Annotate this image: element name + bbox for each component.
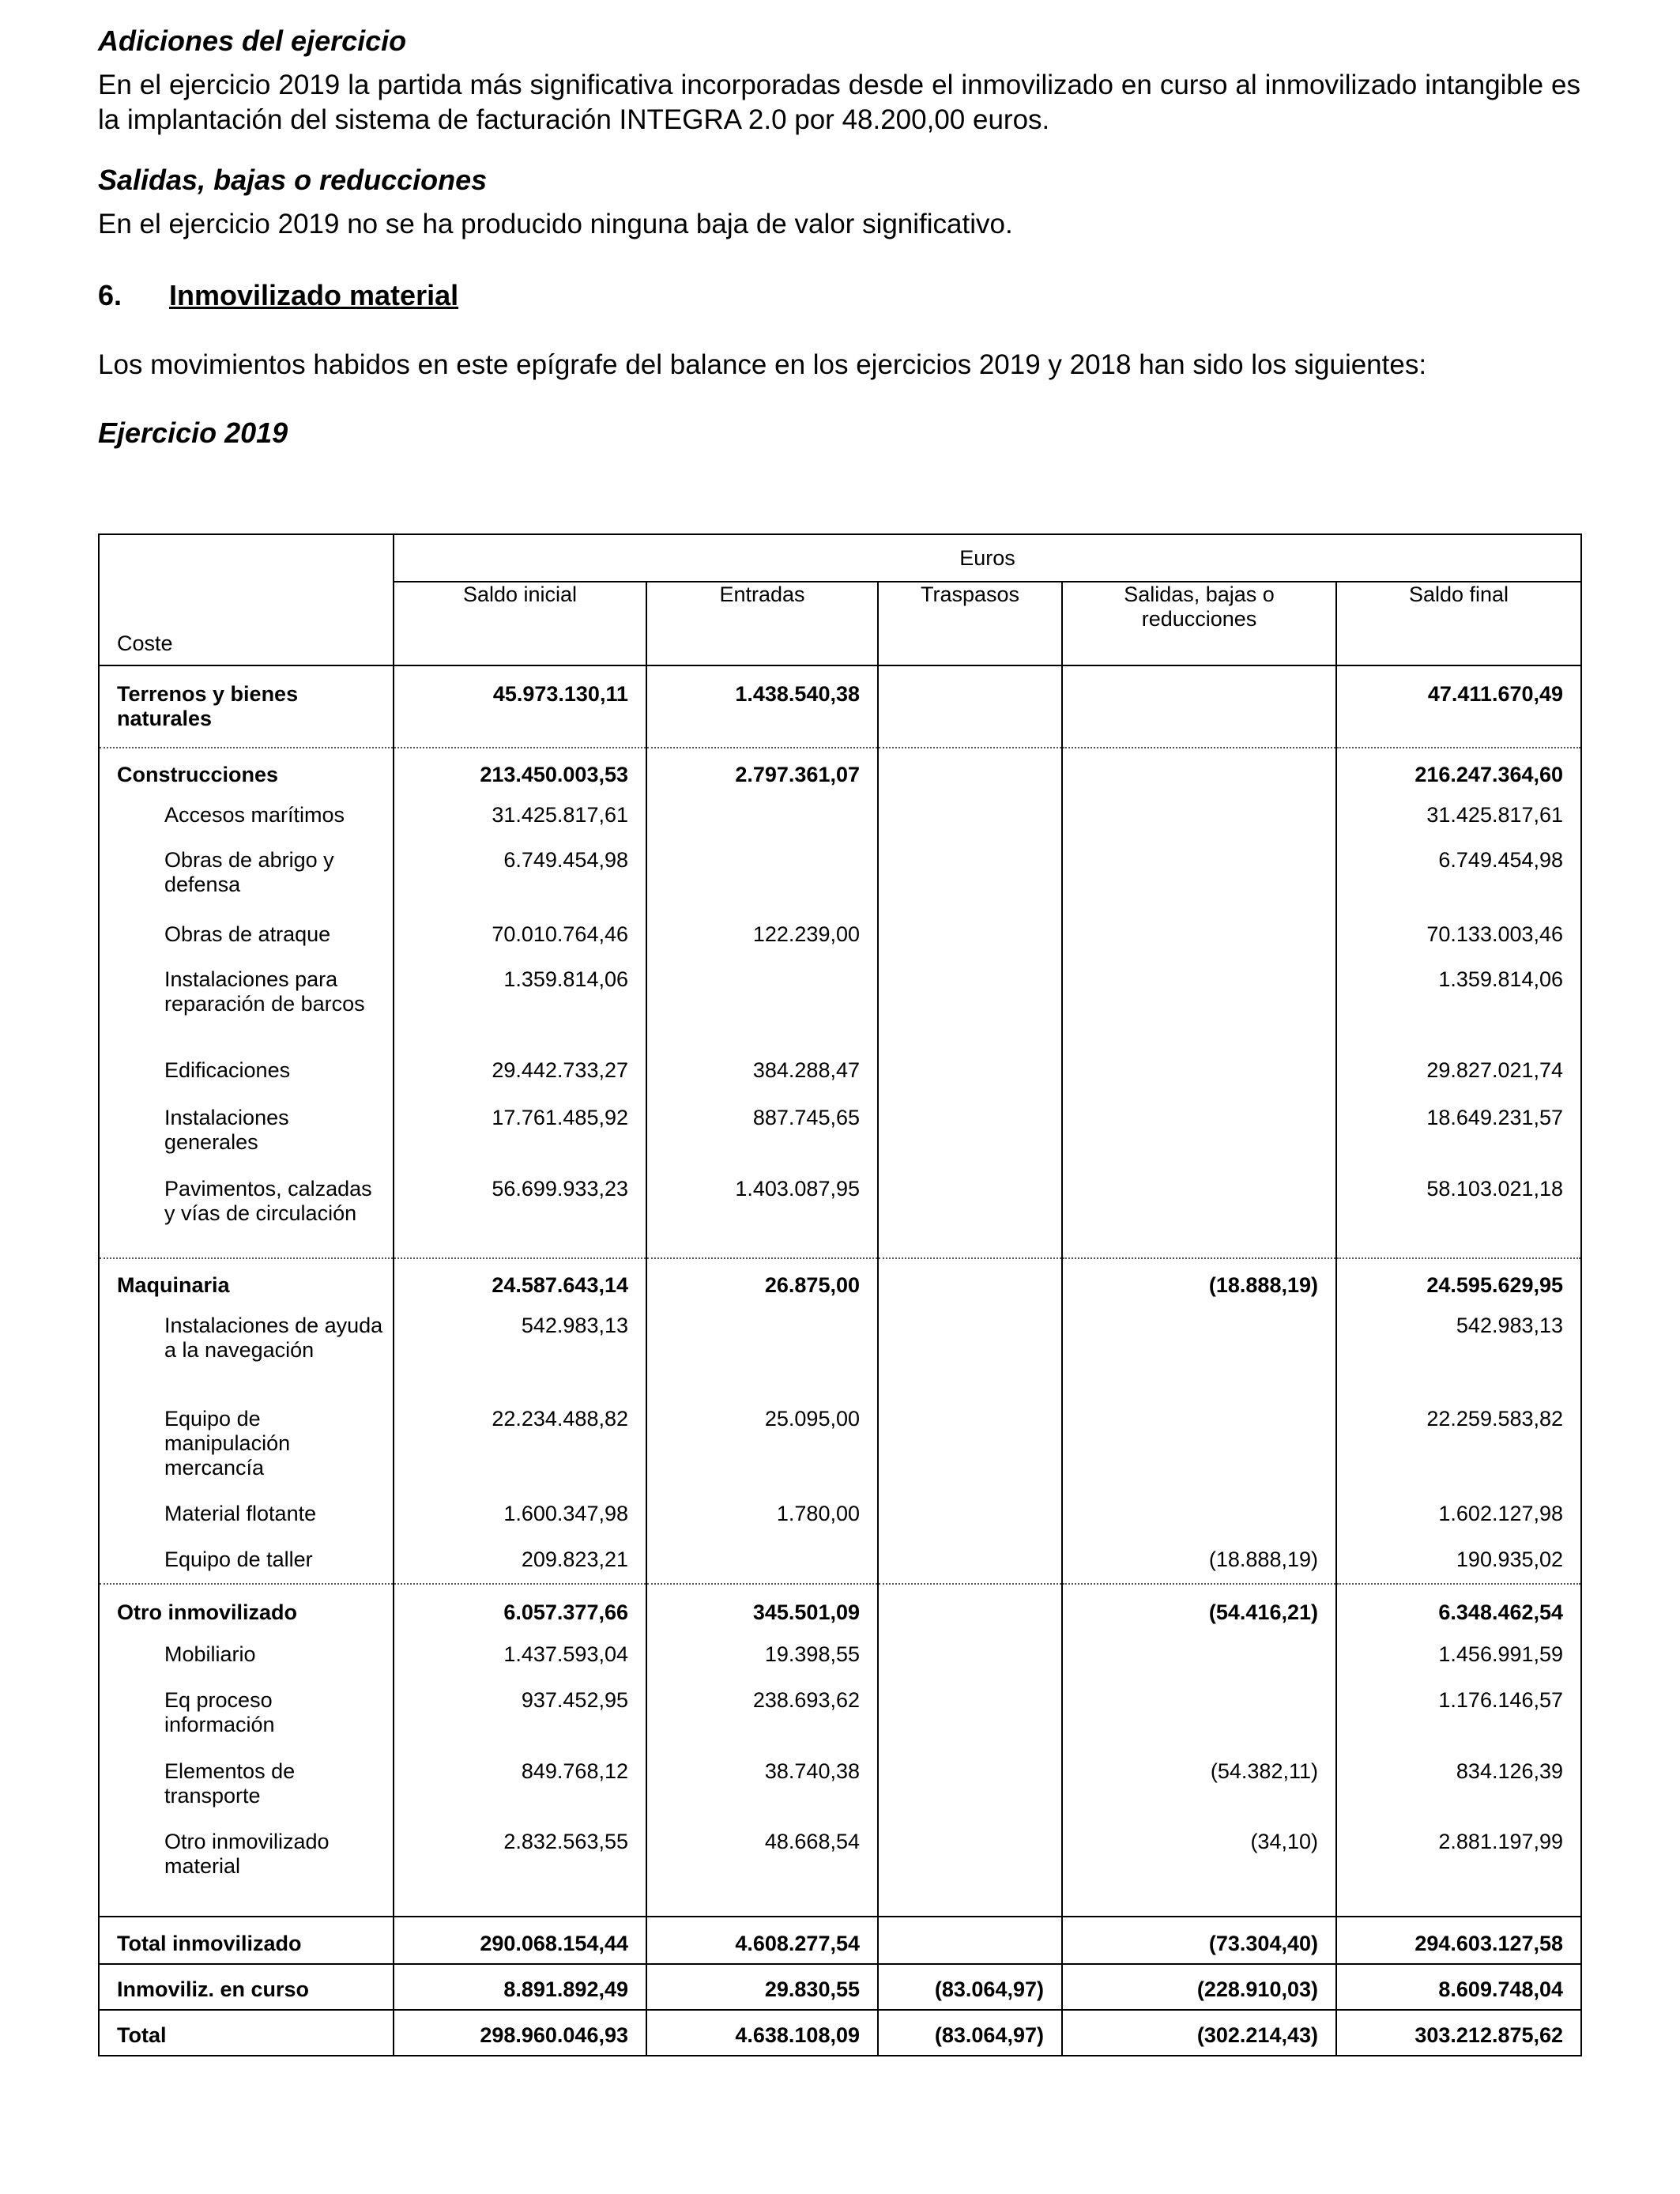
- document-page: [98, 24, 1580, 450]
- cell-saldo-final: 294.603.127,58: [1336, 1917, 1581, 1964]
- section-intro: Los movimientos habidos en este epígrafe del balance en los ejercicios 2019 y 2018 han sido los siguientes:: [98, 349, 1427, 380]
- cell-entradas: [646, 956, 878, 1047]
- cell-traspasos: [878, 1396, 1062, 1491]
- cell-saldo-inicial: 298.960.046,93: [394, 2010, 646, 2056]
- cell-entradas: [646, 1536, 878, 1584]
- cell-saldo-inicial: 1.359.814,06: [394, 956, 646, 1047]
- table-row: [99, 1302, 1581, 1396]
- cell-saldo-final: 190.935,02: [1336, 1536, 1581, 1584]
- cell-saldo-final: 542.983,13: [1336, 1302, 1581, 1396]
- table-row: [99, 665, 1581, 748]
- table-row: [99, 956, 1581, 1047]
- header-saldo-final: Saldo final: [1336, 582, 1581, 665]
- table-row: [99, 1584, 1581, 1631]
- cell-saldo-inicial: 56.699.933,23: [394, 1166, 646, 1258]
- cell-saldo-final: 1.176.146,57: [1336, 1677, 1581, 1748]
- table-row: [99, 837, 1581, 911]
- cell-salidas: [1062, 792, 1336, 837]
- table-row: [99, 1047, 1581, 1095]
- cell-entradas: 1.780,00: [646, 1491, 878, 1536]
- cell-saldo-inicial: 290.068.154,44: [394, 1917, 646, 1964]
- cell-saldo-inicial: 6.749.454,98: [394, 837, 646, 911]
- row-label: Mobiliario: [99, 1631, 394, 1677]
- cell-entradas: 238.693,62: [646, 1677, 878, 1748]
- row-label: Accesos marítimos: [99, 792, 394, 837]
- row-label: Instalaciones generales: [99, 1095, 394, 1166]
- cell-saldo-inicial: 45.973.130,11: [394, 665, 646, 748]
- cell-salidas: [1062, 1396, 1336, 1491]
- table-row: [99, 1166, 1581, 1258]
- cell-traspasos: [878, 748, 1062, 792]
- cell-salidas: [1062, 1302, 1336, 1396]
- cell-saldo-final: 303.212.875,62: [1336, 2010, 1581, 2056]
- cell-salidas: [1062, 1677, 1336, 1748]
- table-row: [99, 1819, 1581, 1917]
- cell-entradas: [646, 837, 878, 911]
- row-label: Instalaciones de ayuda a la navegación: [99, 1302, 394, 1396]
- cell-saldo-inicial: 6.057.377,66: [394, 1584, 646, 1631]
- cell-saldo-final: 8.609.748,04: [1336, 1964, 1581, 2010]
- cell-salidas: (73.304,40): [1062, 1917, 1336, 1964]
- header-coste-cell: [99, 534, 394, 665]
- cell-salidas: [1062, 956, 1336, 1047]
- row-label: Otro inmovilizado material: [99, 1819, 394, 1917]
- row-label: Edificaciones: [99, 1047, 394, 1095]
- header-coste: Coste: [117, 631, 173, 655]
- cell-salidas: [1062, 1631, 1336, 1677]
- cell-traspasos: [878, 1095, 1062, 1166]
- cell-entradas: 25.095,00: [646, 1396, 878, 1491]
- cell-saldo-inicial: 24.587.643,14: [394, 1258, 646, 1302]
- cell-entradas: 345.501,09: [646, 1584, 878, 1631]
- row-label: Eq proceso información: [99, 1677, 394, 1748]
- cell-saldo-final: 70.133.003,46: [1336, 911, 1581, 956]
- table-row: [99, 1396, 1581, 1491]
- cell-traspasos: [878, 1258, 1062, 1302]
- cell-traspasos: [878, 792, 1062, 837]
- row-label: Pavimentos, calzadas y vías de circulación: [99, 1166, 394, 1258]
- row-label: Otro inmovilizado: [99, 1584, 394, 1631]
- row-label: Elementos de transporte: [99, 1748, 394, 1819]
- cell-saldo-inicial: 8.891.892,49: [394, 1964, 646, 2010]
- salidas-paragraph: En el ejercicio 2019 no se ha producido ninguna baja de valor significativo.: [98, 209, 1013, 239]
- movements-table: [98, 533, 1582, 2056]
- cell-entradas: 2.797.361,07: [646, 748, 878, 792]
- table-row: [99, 1258, 1581, 1302]
- exercise-subtitle: Ejercicio 2019: [98, 417, 288, 449]
- cell-traspasos: [878, 1631, 1062, 1677]
- cell-traspasos: (83.064,97): [878, 2010, 1062, 2056]
- cell-entradas: 384.288,47: [646, 1047, 878, 1095]
- cell-salidas: (54.416,21): [1062, 1584, 1336, 1631]
- cell-traspasos: [878, 1748, 1062, 1819]
- cell-traspasos: [878, 1166, 1062, 1258]
- header-row-euros: [99, 534, 1581, 582]
- row-label: Terrenos y bienes naturales: [99, 665, 394, 748]
- cell-salidas: [1062, 748, 1336, 792]
- row-label: Total: [99, 2010, 394, 2056]
- row-label: Equipo de manipulación mercancía: [99, 1396, 394, 1491]
- table-row: [99, 1095, 1581, 1166]
- header-saldo-inicial: Saldo inicial: [394, 582, 646, 665]
- cell-traspasos: [878, 956, 1062, 1047]
- table-row: [99, 1631, 1581, 1677]
- cell-traspasos: [878, 1047, 1062, 1095]
- cell-entradas: 38.740,38: [646, 1748, 878, 1819]
- table-row: [99, 1536, 1581, 1584]
- cell-saldo-inicial: 937.452,95: [394, 1677, 646, 1748]
- cell-saldo-final: 1.602.127,98: [1336, 1491, 1581, 1536]
- cell-saldo-inicial: 1.437.593,04: [394, 1631, 646, 1677]
- cell-salidas: [1062, 837, 1336, 911]
- cell-entradas: 29.830,55: [646, 1964, 878, 2010]
- table-row: [99, 1677, 1581, 1748]
- cell-saldo-final: 29.827.021,74: [1336, 1047, 1581, 1095]
- cell-salidas: (54.382,11): [1062, 1748, 1336, 1819]
- table-row: [99, 1917, 1581, 1964]
- row-label: Obras de abrigo y defensa: [99, 837, 394, 911]
- table-row: [99, 748, 1581, 792]
- cell-entradas: 122.239,00: [646, 911, 878, 956]
- cell-entradas: [646, 1302, 878, 1396]
- cell-salidas: [1062, 1491, 1336, 1536]
- cell-entradas: [646, 792, 878, 837]
- table-row: [99, 911, 1581, 956]
- cell-salidas: (228.910,03): [1062, 1964, 1336, 2010]
- cell-salidas: [1062, 1095, 1336, 1166]
- row-label: Inmoviliz. en curso: [99, 1964, 394, 2010]
- salidas-heading: Salidas, bajas o reducciones: [98, 164, 488, 196]
- cell-saldo-final: 834.126,39: [1336, 1748, 1581, 1819]
- cell-saldo-final: 216.247.364,60: [1336, 748, 1581, 792]
- cell-traspasos: [878, 1536, 1062, 1584]
- row-label: Equipo de taller: [99, 1536, 394, 1584]
- table-row: [99, 1964, 1581, 2010]
- cell-traspasos: [878, 1302, 1062, 1396]
- cell-saldo-inicial: 29.442.733,27: [394, 1047, 646, 1095]
- cell-entradas: 1.438.540,38: [646, 665, 878, 748]
- cell-saldo-inicial: 17.761.485,92: [394, 1095, 646, 1166]
- cell-salidas: [1062, 665, 1336, 748]
- adiciones-heading: Adiciones del ejercicio: [98, 25, 407, 57]
- cell-traspasos: [878, 911, 1062, 956]
- cell-entradas: 48.668,54: [646, 1819, 878, 1917]
- cell-traspasos: [878, 1677, 1062, 1748]
- row-label: Maquinaria: [99, 1258, 394, 1302]
- cell-saldo-final: 47.411.670,49: [1336, 665, 1581, 748]
- cell-saldo-final: 58.103.021,18: [1336, 1166, 1581, 1258]
- header-entradas: Entradas: [646, 582, 878, 665]
- cell-saldo-inicial: 22.234.488,82: [394, 1396, 646, 1491]
- cell-saldo-inicial: 542.983,13: [394, 1302, 646, 1396]
- cell-traspasos: [878, 1819, 1062, 1917]
- cell-saldo-final: 6.749.454,98: [1336, 837, 1581, 911]
- header-traspasos: Traspasos: [878, 582, 1062, 665]
- cell-traspasos: (83.064,97): [878, 1964, 1062, 2010]
- cell-salidas: (18.888,19): [1062, 1536, 1336, 1584]
- adiciones-paragraph: En el ejercicio 2019 la partida más significativa incorporadas desde el inmovilizado en curso al inmovilizado intangible es la implantación del sistema de facturación INTEGRA 2.0 por 48.200,00 euros.: [98, 70, 1580, 135]
- cell-saldo-inicial: 213.450.003,53: [394, 748, 646, 792]
- cell-salidas: (18.888,19): [1062, 1258, 1336, 1302]
- cell-salidas: [1062, 1166, 1336, 1258]
- cell-saldo-inicial: 70.010.764,46: [394, 911, 646, 956]
- section-title: [98, 278, 1580, 313]
- table-body: [99, 665, 1581, 2056]
- cell-traspasos: [878, 1584, 1062, 1631]
- table-row: [99, 792, 1581, 837]
- section-number: 6.: [98, 279, 122, 311]
- cell-salidas: [1062, 911, 1336, 956]
- cell-saldo-final: 1.359.814,06: [1336, 956, 1581, 1047]
- cell-saldo-inicial: 31.425.817,61: [394, 792, 646, 837]
- cell-saldo-inicial: 2.832.563,55: [394, 1819, 646, 1917]
- cell-saldo-final: 22.259.583,82: [1336, 1396, 1581, 1491]
- cell-saldo-inicial: 209.823,21: [394, 1536, 646, 1584]
- row-label: Construcciones: [99, 748, 394, 792]
- cell-entradas: 19.398,55: [646, 1631, 878, 1677]
- section-title-text: Inmovilizado material: [169, 279, 459, 311]
- cell-entradas: 1.403.087,95: [646, 1166, 878, 1258]
- cell-saldo-final: 6.348.462,54: [1336, 1584, 1581, 1631]
- cell-traspasos: [878, 1491, 1062, 1536]
- cell-traspasos: [878, 665, 1062, 748]
- cell-entradas: 4.638.108,09: [646, 2010, 878, 2056]
- table-row: [99, 1491, 1581, 1536]
- cell-saldo-inicial: 849.768,12: [394, 1748, 646, 1819]
- table-row: [99, 2010, 1581, 2056]
- cell-saldo-final: 24.595.629,95: [1336, 1258, 1581, 1302]
- cell-saldo-final: 1.456.991,59: [1336, 1631, 1581, 1677]
- header-euros: Euros: [394, 534, 1581, 582]
- cell-salidas: [1062, 1047, 1336, 1095]
- cell-salidas: (302.214,43): [1062, 2010, 1336, 2056]
- row-label: Obras de atraque: [99, 911, 394, 956]
- cell-entradas: 4.608.277,54: [646, 1917, 878, 1964]
- cell-traspasos: [878, 1917, 1062, 1964]
- cell-saldo-final: 31.425.817,61: [1336, 792, 1581, 837]
- cell-entradas: 26.875,00: [646, 1258, 878, 1302]
- header-salidas: Salidas, bajas o reducciones: [1062, 582, 1336, 665]
- cell-traspasos: [878, 837, 1062, 911]
- cell-saldo-final: 2.881.197,99: [1336, 1819, 1581, 1917]
- row-label: Material flotante: [99, 1491, 394, 1536]
- table-row: [99, 1748, 1581, 1819]
- row-label: Instalaciones para reparación de barcos: [99, 956, 394, 1047]
- cell-saldo-final: 18.649.231,57: [1336, 1095, 1581, 1166]
- cell-saldo-inicial: 1.600.347,98: [394, 1491, 646, 1536]
- cell-salidas: (34,10): [1062, 1819, 1336, 1917]
- cell-entradas: 887.745,65: [646, 1095, 878, 1166]
- row-label: Total inmovilizado: [99, 1917, 394, 1964]
